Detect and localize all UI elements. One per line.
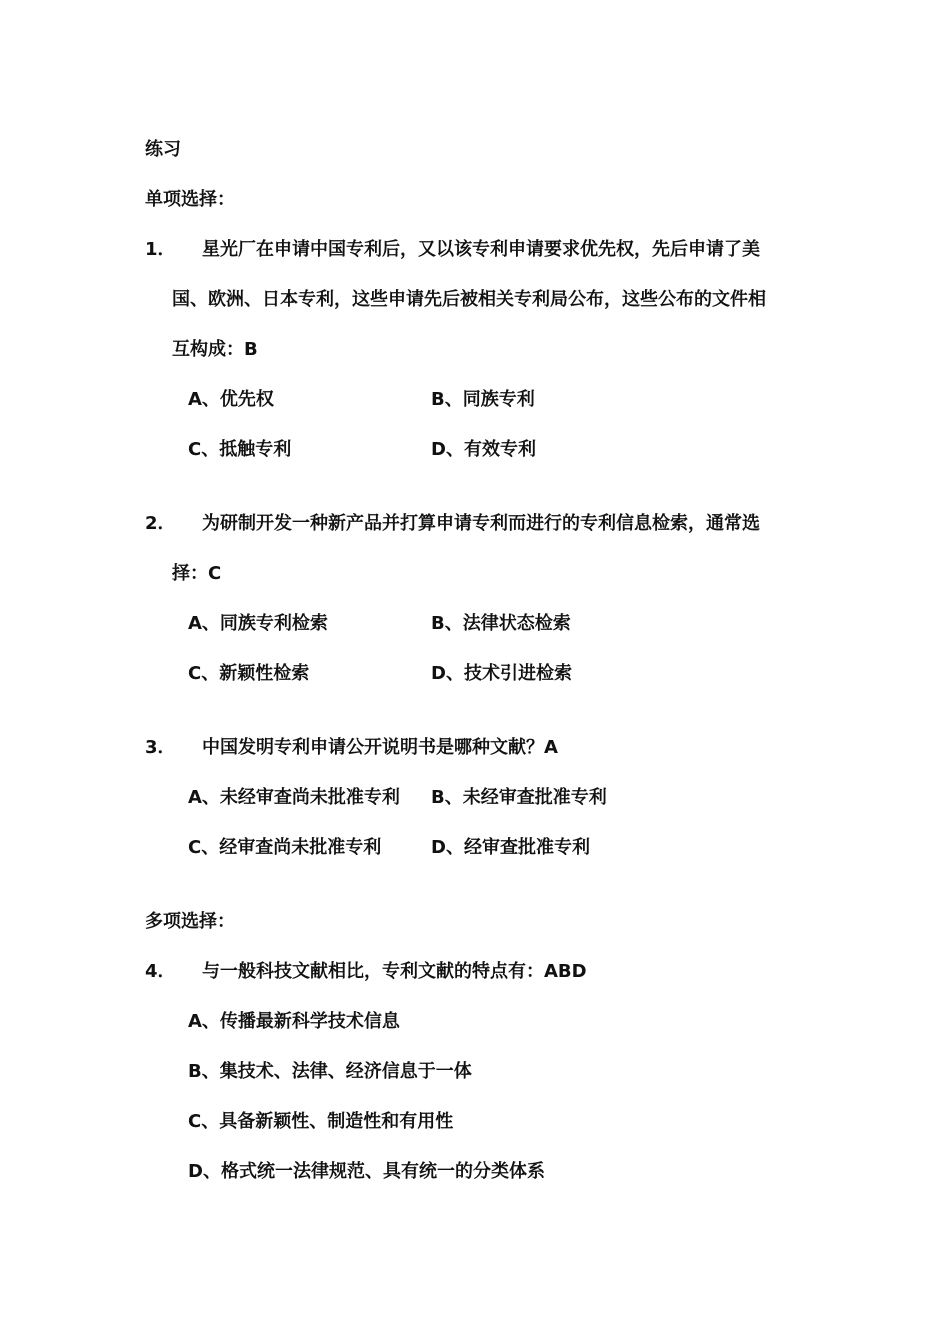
option-b: B、集技术、法律、经济信息于一体 xyxy=(188,1061,472,1082)
question-text-line: 星光厂在申请中国专利后，又以该专利申请要求优先权，先后申请了美 xyxy=(202,239,760,260)
question-text-line: 为研制开发一种新产品并打算申请专利而进行的专利信息检索，通常选 xyxy=(202,513,760,534)
option-c: C、抵触专利 xyxy=(188,439,292,460)
question-text-line: 互构成：B xyxy=(172,339,258,360)
option-b: B、法律状态检索 xyxy=(431,613,571,634)
option-b: B、未经审查批准专利 xyxy=(431,787,607,808)
option-d: D、经审查批准专利 xyxy=(431,837,590,858)
option-d: D、技术引进检索 xyxy=(431,663,572,684)
question-number: 1． xyxy=(145,239,176,260)
question-text-line: 择：C xyxy=(172,563,222,584)
option-a: A、同族专利检索 xyxy=(188,613,328,634)
question-text-line: 中国发明专利申请公开说明书是哪种文献？A xyxy=(202,737,558,758)
question-number: 3． xyxy=(145,737,176,758)
option-b: B、同族专利 xyxy=(431,389,535,410)
option-c: C、新颖性检索 xyxy=(188,663,310,684)
page-title: 练习 xyxy=(145,139,181,160)
question-number: 2． xyxy=(145,513,176,534)
option-c: C、具备新颖性、制造性和有用性 xyxy=(188,1111,454,1132)
option-d: D、格式统一法律规范、具有统一的分类体系 xyxy=(188,1161,545,1182)
question-text-line: 国、欧洲、日本专利，这些申请先后被相关专利局公布，这些公布的文件相 xyxy=(172,289,766,310)
option-a: A、优先权 xyxy=(188,389,274,410)
question-text-line: 与一般科技文献相比，专利文献的特点有：ABD xyxy=(202,961,587,982)
question-number: 4． xyxy=(145,961,176,982)
option-d: D、有效专利 xyxy=(431,439,536,460)
option-a: A、未经审查尚未批准专利 xyxy=(188,787,400,808)
option-a: A、传播最新科学技术信息 xyxy=(188,1011,400,1032)
section-heading-multi-choice: 多项选择： xyxy=(145,911,235,932)
section-heading-single-choice: 单项选择： xyxy=(145,189,235,210)
option-c: C、经审查尚未批准专利 xyxy=(188,837,382,858)
